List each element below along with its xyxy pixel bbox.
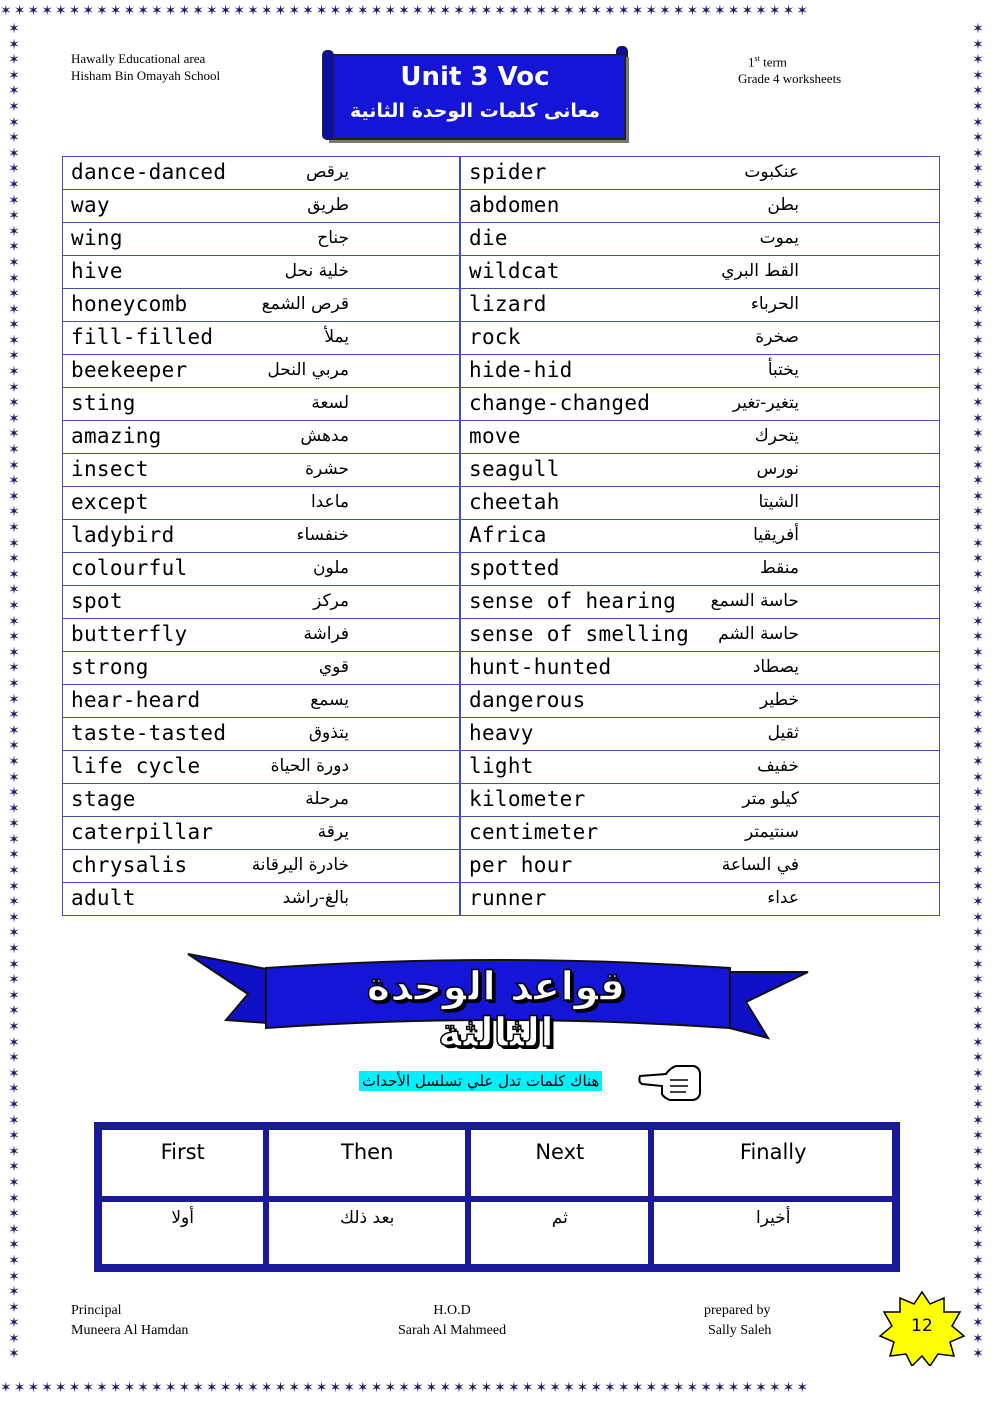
arabic-meaning: ملون — [313, 558, 350, 578]
vocab-pair — [63, 289, 459, 321]
vocab-cell-right — [460, 355, 939, 388]
english-word: amazing — [71, 424, 162, 448]
vocab-pair — [63, 751, 459, 783]
english-word: runner — [469, 886, 547, 910]
arabic-meaning: سنتيمتر — [745, 822, 799, 842]
vocab-pair — [63, 256, 459, 288]
arabic-meaning: يملأ — [324, 327, 350, 347]
vocab-pair — [461, 256, 939, 288]
sequence-word-then: Then — [268, 1129, 466, 1197]
arabic-meaning: الشيتا — [758, 492, 799, 512]
arabic-meaning: في الساعة — [721, 855, 799, 875]
english-word: change-changed — [469, 391, 651, 415]
school-name: Hisham Bin Omayah School — [71, 68, 221, 83]
arabic-meaning: حاسة السمع — [710, 591, 799, 611]
vocab-cell-left — [63, 355, 461, 388]
vocab-cell-right — [460, 157, 939, 190]
vocab-cell-left — [63, 685, 461, 718]
title-scroll — [322, 44, 628, 140]
sequence-arabic-then: بعد ذلك — [268, 1201, 466, 1265]
arabic-meaning: يموت — [759, 228, 799, 248]
arabic-meaning: مربي النحل — [267, 360, 350, 380]
arabic-meaning: مرحلة — [305, 789, 350, 809]
vocab-pair — [461, 817, 939, 849]
vocab-row — [63, 421, 940, 454]
english-word: spot — [71, 589, 123, 613]
arabic-meaning: لسعة — [311, 393, 350, 413]
prepared-name: Sally Saleh — [708, 1323, 772, 1338]
arabic-meaning: خنفساء — [296, 525, 350, 545]
arabic-meaning: قوي — [318, 657, 350, 677]
sequence-word-finally: Finally — [653, 1129, 893, 1197]
english-word: cheetah — [469, 490, 560, 514]
pointing-hand-icon — [636, 1054, 704, 1108]
vocab-cell-left — [63, 157, 461, 190]
arabic-meaning: أفريقيا — [753, 525, 799, 545]
term-label: 1st term — [748, 54, 787, 70]
english-word: Africa — [469, 523, 547, 547]
arabic-meaning: حاسة الشم — [718, 624, 799, 644]
arabic-meaning: حشرة — [305, 459, 350, 479]
vocab-pair — [461, 586, 939, 618]
english-word: life cycle — [71, 754, 201, 778]
arabic-meaning: القط البري — [721, 261, 799, 281]
vocab-row — [63, 454, 940, 487]
vocab-pair — [461, 421, 939, 453]
english-word: honeycomb — [71, 292, 188, 316]
english-word: wildcat — [469, 259, 560, 283]
vocabulary-table — [62, 156, 940, 916]
vocab-cell-left — [63, 850, 461, 883]
vocab-pair — [461, 751, 939, 783]
vocab-row — [63, 586, 940, 619]
english-word: strong — [71, 655, 149, 679]
vocab-pair — [63, 223, 459, 255]
vocab-cell-left — [63, 883, 461, 916]
vocab-cell-right — [460, 487, 939, 520]
footer-prepared-by — [704, 1301, 771, 1341]
vocab-cell-right — [460, 751, 939, 784]
sequence-word-first: First — [101, 1129, 264, 1197]
vocab-pair — [63, 322, 459, 354]
vocab-pair — [63, 718, 459, 750]
english-word: wing — [71, 226, 123, 250]
english-word: spider — [469, 160, 547, 184]
vocab-cell-left — [63, 487, 461, 520]
vocab-row — [63, 223, 940, 256]
vocab-row — [63, 619, 940, 652]
vocab-cell-left — [63, 520, 461, 553]
arabic-meaning: يختبأ — [767, 360, 799, 380]
vocab-pair — [63, 355, 459, 387]
vocab-cell-right — [460, 817, 939, 850]
school-info — [71, 50, 220, 84]
vocab-pair — [461, 322, 939, 354]
vocab-row — [63, 487, 940, 520]
english-word: heavy — [469, 721, 534, 745]
vocab-pair — [63, 784, 459, 816]
vocab-cell-left — [63, 190, 461, 223]
prepared-title: prepared by — [704, 1303, 771, 1318]
vocab-pair — [461, 619, 939, 651]
english-word: rock — [469, 325, 521, 349]
english-word: sense of smelling — [469, 622, 690, 646]
page-border-left: ✶ ✶ ✶ ✶ ✶ ✶ ✶ ✶ ✶ ✶ ✶ ✶ ✶ ✶ ✶ ✶ ✶ ✶ ✶ ✶ ✶ ✶ ✶ ✶ ✶ ✶ ✶ ✶ ✶ ✶ ✶ ✶ ✶ ✶ ✶ ✶ ✶ ✶ ✶ ✶ ✶ ✶ ✶ ✶ ✶ ✶ ✶ ✶ ✶ ✶ ✶ ✶ ✶ ✶ ✶ ✶ ✶ ✶ ✶ ✶ ✶ ✶ ✶ ✶ ✶ ✶ ✶ ✶ ✶ ✶ ✶ ✶ ✶ ✶ ✶ ✶ ✶ ✶ ✶ ✶ ✶ ✶ ✶ ✶ ✶ ✶ — [8, 22, 20, 1363]
vocab-cell-left — [63, 718, 461, 751]
educational-area: Hawally Educational area — [71, 51, 206, 66]
hod-name: Sarah Al Mahmeed — [398, 1323, 507, 1338]
vocab-cell-left — [63, 388, 461, 421]
arabic-meaning: دورة الحياة — [270, 756, 350, 776]
arabic-meaning: فراشة — [303, 624, 350, 644]
vocab-row — [63, 817, 940, 850]
vocab-cell-right — [460, 190, 939, 223]
sequence-word-next: Next — [470, 1129, 649, 1197]
vocab-pair — [63, 520, 459, 552]
vocab-cell-right — [460, 223, 939, 256]
english-word: light — [469, 754, 534, 778]
vocab-pair — [461, 850, 939, 882]
english-word: beekeeper — [71, 358, 188, 382]
grade-label: Grade 4 worksheets — [738, 71, 842, 87]
vocab-row — [63, 850, 940, 883]
arabic-meaning: كيلو متر — [742, 789, 799, 809]
grammar-banner-title: قواعد الوحدة الثالثة — [366, 964, 626, 1056]
sequence-english-row — [101, 1129, 893, 1197]
arabic-meaning: خادرة اليرقانة — [251, 855, 350, 875]
arabic-meaning: ماعدا — [310, 492, 350, 512]
vocab-row — [63, 652, 940, 685]
arabic-meaning: نورس — [756, 459, 799, 479]
arabic-meaning: منقط — [760, 558, 799, 578]
footer-hod — [398, 1301, 506, 1341]
arabic-meaning: خطير — [760, 690, 799, 710]
vocab-pair — [63, 157, 459, 189]
english-word: taste-tasted — [71, 721, 227, 745]
vocab-row — [63, 388, 940, 421]
arabic-meaning: جناح — [317, 228, 350, 248]
vocab-pair — [461, 355, 939, 387]
vocab-cell-right — [460, 421, 939, 454]
english-word: kilometer — [469, 787, 586, 811]
vocab-row — [63, 256, 940, 289]
arabic-meaning: بطن — [767, 195, 799, 215]
english-word: hear-heard — [71, 688, 201, 712]
principal-name: Muneera Al Hamdan — [71, 1323, 189, 1338]
arabic-meaning: يرقة — [317, 822, 350, 842]
vocab-cell-right — [460, 619, 939, 652]
arabic-meaning: طريق — [307, 195, 350, 215]
vocab-row — [63, 784, 940, 817]
page-border-bottom: ✶✶✶✶✶✶✶✶✶✶✶✶✶✶✶✶✶✶✶✶✶✶✶✶✶✶✶✶✶✶✶✶✶✶✶✶✶✶✶✶✶✶✶✶✶✶✶✶✶✶✶✶✶✶✶✶✶✶✶ — [0, 1380, 811, 1396]
page-number: 12 — [911, 1316, 933, 1336]
vocab-pair — [63, 421, 459, 453]
vocab-pair — [63, 850, 459, 882]
vocab-cell-right — [460, 289, 939, 322]
vocab-pair — [63, 487, 459, 519]
vocab-pair — [461, 289, 939, 321]
arabic-meaning: بالغ-راشد — [282, 888, 350, 908]
vocab-pair — [461, 388, 939, 420]
page-title: Unit 3 Voc — [400, 62, 550, 92]
vocab-row — [63, 520, 940, 553]
sequence-arabic-row — [101, 1201, 893, 1265]
english-word: stage — [71, 787, 136, 811]
vocab-pair — [63, 553, 459, 585]
vocabulary-table-body — [63, 157, 940, 916]
vocab-pair — [63, 619, 459, 651]
vocab-cell-right — [460, 322, 939, 355]
english-word: way — [71, 193, 110, 217]
english-word: centimeter — [469, 820, 599, 844]
term-info — [738, 50, 841, 87]
sequence-hint: هناك كلمات تدل علي تسلسل الأحداث — [359, 1071, 602, 1091]
vocab-cell-left — [63, 586, 461, 619]
vocab-pair — [63, 817, 459, 849]
hod-title: H.O.D — [433, 1303, 471, 1318]
vocab-pair — [461, 685, 939, 717]
vocab-row — [63, 553, 940, 586]
english-word: insect — [71, 457, 149, 481]
english-word: hive — [71, 259, 123, 283]
vocab-cell-right — [460, 454, 939, 487]
vocab-cell-left — [63, 553, 461, 586]
vocab-cell-left — [63, 652, 461, 685]
principal-title: Principal — [71, 1303, 122, 1318]
vocab-cell-right — [460, 256, 939, 289]
vocab-cell-left — [63, 454, 461, 487]
english-word: fill-filled — [71, 325, 214, 349]
arabic-meaning: الحرباء — [750, 294, 799, 314]
vocab-cell-right — [460, 388, 939, 421]
vocab-pair — [461, 487, 939, 519]
vocab-cell-right — [460, 850, 939, 883]
arabic-meaning: عنكبوت — [744, 162, 799, 182]
grammar-banner — [186, 950, 810, 1056]
vocab-pair — [461, 883, 939, 915]
page-border-top: ✶✶✶✶✶✶✶✶✶✶✶✶✶✶✶✶✶✶✶✶✶✶✶✶✶✶✶✶✶✶✶✶✶✶✶✶✶✶✶✶✶✶✶✶✶✶✶✶✶✶✶✶✶✶✶✶✶✶✶ — [0, 3, 811, 19]
vocab-row — [63, 322, 940, 355]
vocab-cell-right — [460, 586, 939, 619]
arabic-meaning: يصطاد — [752, 657, 799, 677]
vocab-pair — [461, 454, 939, 486]
arabic-meaning: يتحرك — [754, 426, 799, 446]
vocab-pair — [461, 223, 939, 255]
vocab-pair — [63, 190, 459, 222]
vocab-pair — [63, 388, 459, 420]
vocab-pair — [63, 454, 459, 486]
english-word: move — [469, 424, 521, 448]
english-word: lizard — [469, 292, 547, 316]
english-word: caterpillar — [71, 820, 214, 844]
page-subtitle: معانى كلمات الوحدة الثانية — [350, 100, 600, 122]
vocab-row — [63, 718, 940, 751]
arabic-meaning: ثقيل — [767, 723, 799, 743]
vocab-pair — [63, 883, 459, 915]
vocab-row — [63, 355, 940, 388]
vocab-cell-left — [63, 751, 461, 784]
arabic-meaning: قرص الشمع — [261, 294, 350, 314]
english-word: die — [469, 226, 508, 250]
vocab-cell-right — [460, 652, 939, 685]
vocab-row — [63, 883, 940, 916]
arabic-meaning: خفيف — [757, 756, 799, 776]
vocab-row — [63, 190, 940, 223]
english-word: dance-danced — [71, 160, 227, 184]
vocab-cell-right — [460, 553, 939, 586]
english-word: sense of hearing — [469, 589, 677, 613]
arabic-meaning: عداء — [767, 888, 799, 908]
vocab-cell-right — [460, 685, 939, 718]
vocab-row — [63, 157, 940, 190]
vocab-cell-right — [460, 784, 939, 817]
english-word: hunt-hunted — [469, 655, 612, 679]
vocab-pair — [461, 784, 939, 816]
page-border-right: ✶ ✶ ✶ ✶ ✶ ✶ ✶ ✶ ✶ ✶ ✶ ✶ ✶ ✶ ✶ ✶ ✶ ✶ ✶ ✶ ✶ ✶ ✶ ✶ ✶ ✶ ✶ ✶ ✶ ✶ ✶ ✶ ✶ ✶ ✶ ✶ ✶ ✶ ✶ ✶ ✶ ✶ ✶ ✶ ✶ ✶ ✶ ✶ ✶ ✶ ✶ ✶ ✶ ✶ ✶ ✶ ✶ ✶ ✶ ✶ ✶ ✶ ✶ ✶ ✶ ✶ ✶ ✶ ✶ ✶ ✶ ✶ ✶ ✶ ✶ ✶ ✶ ✶ ✶ ✶ ✶ ✶ ✶ ✶ ✶ ✶ — [972, 22, 984, 1363]
sequence-arabic-next: ثم — [470, 1201, 649, 1265]
arabic-meaning: مدهش — [300, 426, 350, 446]
english-word: ladybird — [71, 523, 175, 547]
vocab-pair — [461, 553, 939, 585]
vocab-pair — [63, 652, 459, 684]
arabic-meaning: يتغير-تغير — [732, 393, 799, 413]
arabic-meaning: صخرة — [755, 327, 799, 347]
english-word: chrysalis — [71, 853, 188, 877]
english-word: colourful — [71, 556, 188, 580]
vocab-pair — [461, 718, 939, 750]
vocab-cell-right — [460, 718, 939, 751]
vocab-pair — [63, 685, 459, 717]
english-word: adult — [71, 886, 136, 910]
english-word: butterfly — [71, 622, 188, 646]
english-word: abdomen — [469, 193, 560, 217]
english-word: hide-hid — [469, 358, 573, 382]
vocab-cell-left — [63, 784, 461, 817]
vocab-row — [63, 289, 940, 322]
footer-principal — [71, 1301, 188, 1341]
arabic-meaning: خلية نحل — [284, 261, 350, 281]
vocab-cell-left — [63, 223, 461, 256]
vocab-cell-right — [460, 883, 939, 916]
arabic-meaning: مركز — [313, 591, 350, 611]
vocab-cell-left — [63, 256, 461, 289]
vocab-cell-left — [63, 421, 461, 454]
vocab-cell-left — [63, 289, 461, 322]
sequence-arabic-first: أولا — [101, 1201, 264, 1265]
vocab-pair — [461, 190, 939, 222]
vocab-row — [63, 685, 940, 718]
vocab-pair — [461, 520, 939, 552]
vocab-cell-right — [460, 520, 939, 553]
english-word: sting — [71, 391, 136, 415]
english-word: seagull — [469, 457, 560, 481]
vocab-cell-left — [63, 817, 461, 850]
vocab-pair — [461, 157, 939, 189]
english-word: except — [71, 490, 149, 514]
english-word: spotted — [469, 556, 560, 580]
english-word: dangerous — [469, 688, 586, 712]
arabic-meaning: يتذوق — [308, 723, 350, 743]
vocab-pair — [461, 652, 939, 684]
sequence-words-table — [94, 1122, 900, 1272]
arabic-meaning: يرقص — [305, 162, 350, 182]
vocab-row — [63, 751, 940, 784]
sequence-arabic-finally: أخيرا — [653, 1201, 893, 1265]
english-word: per hour — [469, 853, 573, 877]
vocab-cell-left — [63, 619, 461, 652]
vocab-pair — [63, 586, 459, 618]
arabic-meaning: يسمع — [310, 690, 350, 710]
vocab-cell-left — [63, 322, 461, 355]
